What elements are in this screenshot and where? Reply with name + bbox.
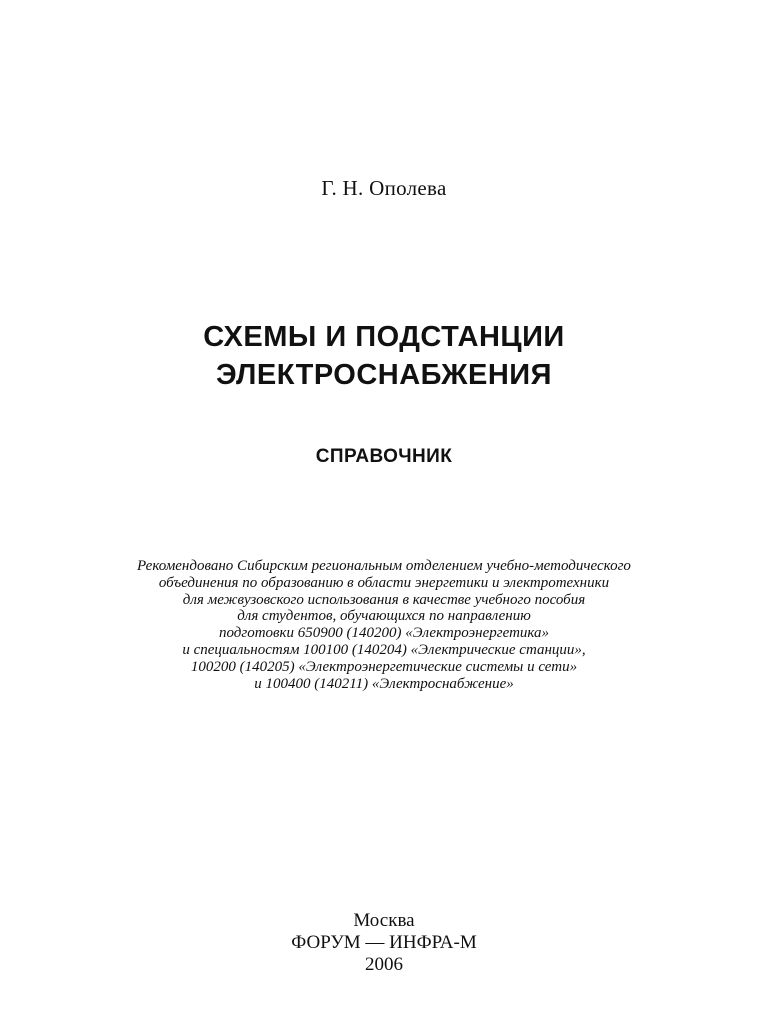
- recommendation-line: Рекомендовано Сибирским региональным отделением учебно-методического: [137, 558, 631, 574]
- author-name: Г. Н. Ополева: [321, 176, 447, 200]
- book-title-line-2: ЭЛЕКТРОСНАБЖЕНИЯ: [215, 359, 552, 391]
- imprint-publisher: ФОРУМ — ИНФРА-М: [291, 932, 477, 953]
- book-title-line-1: СХЕМЫ И ПОДСТАНЦИИ: [203, 321, 565, 353]
- book-title: [0, 318, 768, 394]
- publisher-imprint: [0, 910, 768, 976]
- imprint-year: 2006: [365, 954, 403, 975]
- recommendation-line: подготовки 650900 (140200) «Электроэнергетика»: [218, 625, 550, 642]
- recommendation-text: [0, 558, 768, 692]
- recommendation-line: для студентов, обучающихся по направлению: [237, 608, 531, 625]
- recommendation-line: и специальностям 100100 (140204) «Электрические станции»,: [182, 641, 586, 658]
- imprint-city: Москва: [353, 910, 415, 931]
- recommendation-line: 100200 (140205) «Электроэнергетические системы и сети»: [190, 658, 578, 675]
- book-subtitle: СПРАВОЧНИК: [315, 446, 453, 467]
- recommendation-line: объединения по образованию в области энергетики и электротехники: [158, 574, 610, 591]
- recommendation-line: для межвузовского использования в качестве учебного пособия: [182, 591, 586, 608]
- recommendation-line: и 100400 (140211) «Электроснабжение»: [254, 675, 514, 692]
